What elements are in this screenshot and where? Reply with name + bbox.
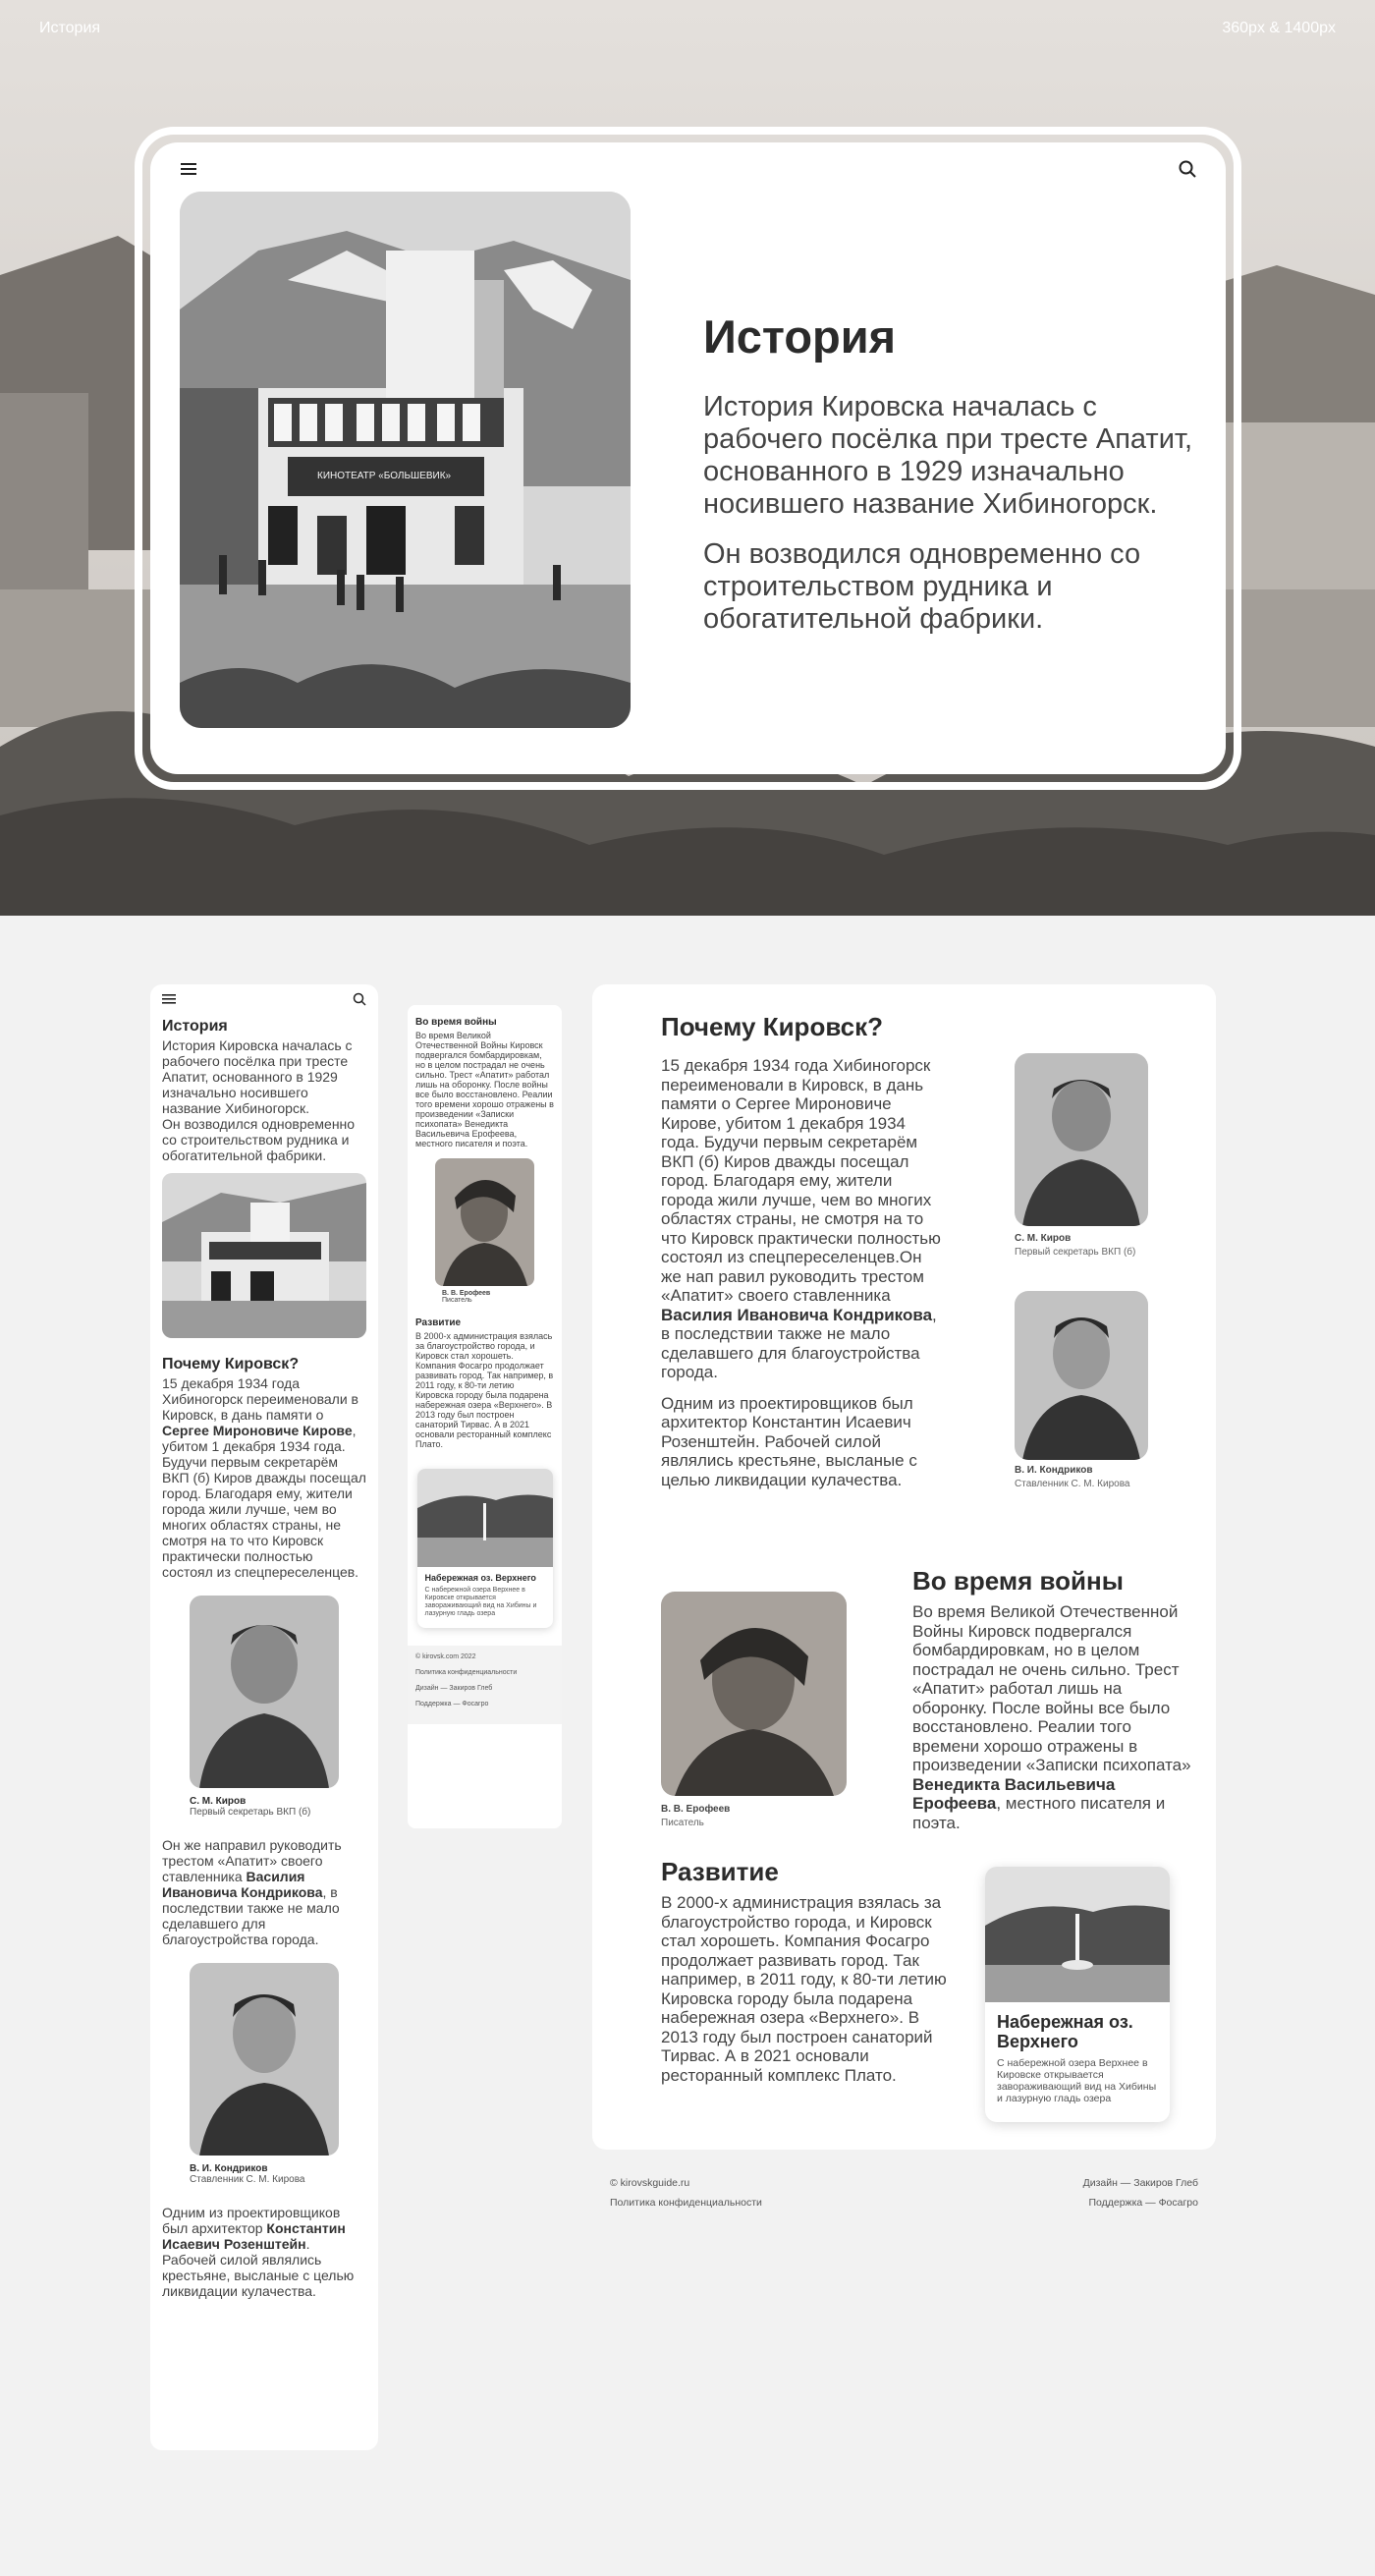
tablet-footer-support: Поддержка — Фосагро (415, 1701, 489, 1708)
tablet-lake-title: Набережная оз. Верхнего (424, 1573, 536, 1583)
desktop-why-section (661, 1012, 946, 1489)
tablet-dev-text: В 2000-х администрация взялась за благоустройство города, и Кировск стал хорошеть. Компания Фосагро продолжает развивать город. Так например, в 2011 году, к 80-ти летию Кировска городу была подарена набережная озера «Верхнего». В 2013 году был построен санаторий Тирвас. А в 2021 основали ресторанный комплекс Плато. (415, 1331, 554, 1449)
desktop-footer-design: Дизайн — Закиров Глеб (1082, 2177, 1198, 2189)
desktop-kondrikov-portrait (1015, 1291, 1148, 1460)
desktop-kirov-name: С. М. Киров (1015, 1233, 1072, 1244)
desktop-lake-title: Набережная оз. Верхнего (997, 2012, 1133, 2051)
page-title: История (703, 310, 897, 363)
desktop-footer-policy[interactable]: Политика конфиденциальности (610, 2197, 762, 2209)
menu-icon[interactable] (178, 158, 199, 180)
desktop-footer-support: Поддержка — Фосагро (1088, 2197, 1198, 2209)
erofeev-portrait (435, 1158, 534, 1286)
kirov-caption-name: С. М. Киров (190, 1796, 247, 1807)
mobile-kondrikov-text: Он же направил руководить трестом «Апатит» своего ставленника Василия Ивановича Кондрикова, в последствии также не мало сделавшего для благоустройства города. (162, 1837, 342, 1947)
menu-icon[interactable] (158, 988, 180, 1010)
mobile-architect-text: Одним из проектировщиков был архитектор Константин Исаевич Розенштейн. Рабочей силой являлись крестьяне, высланые с целью ликвидации кулачества. (162, 2205, 355, 2299)
mobile-intro-1: История Кировска началась с рабочего посёлка при тресте Апатит, основанного в 1929 изначально носившего название Хибиногорск. (162, 1037, 353, 1116)
tablet-war-title: Во время войны (415, 1017, 497, 1028)
mobile-why-title: Почему Кировск? (162, 1356, 300, 1372)
page-label: История (39, 20, 101, 36)
desktop-why-title: Почему Кировск? (661, 1012, 884, 1041)
desktop-erofeev-role: Писатель (661, 1818, 704, 1828)
tablet-footer-design: Дизайн — Закиров Глеб (415, 1685, 493, 1692)
desktop-kondrikov-role: Ставленник С. М. Кирова (1015, 1479, 1130, 1489)
viewport-label: 360px & 1400px (1222, 20, 1336, 36)
desktop-content (592, 984, 1216, 2150)
desktop-architect-text: Одним из проектировщиков был архитектор Константин Исаевич Розенштейн. Рабочей силой являлись крестьяне, высланые с целью ликвидации кулачества. (661, 1393, 917, 1489)
desktop-erofeev-portrait (661, 1592, 847, 1796)
mobile-mockup (150, 984, 378, 2450)
hero-paragraph-1: История Кировска началась с рабочего посёлка при тресте Апатит, основанного в 1929 изначально носившего название Хибиногорск. (703, 391, 1193, 520)
tablet-erofeev-role: Писатель (442, 1297, 472, 1304)
tablet-erofeev-name: В. В. Ерофеев (442, 1290, 491, 1297)
mobile-cinema-photo (162, 1173, 366, 1338)
desktop-kondrikov-name: В. И. Кондриков (1015, 1465, 1093, 1476)
desktop-kirov-portrait (1015, 1053, 1148, 1226)
desktop-war-title: Во время войны (912, 1566, 1124, 1596)
desktop-war-text: Во время Великой Отечественной Войны Кировск подвергался бомбардировкам, но в целом пострадал не очень сильно. Трест «Апатит» работал лишь на оборонку. После войны все было восстановлено. Реалии того времени хорошо отражены в произведении «Записки психопата» Венедикта Васильевича Ерофеева, местного писателя и поэта. (912, 1602, 1191, 1832)
mobile-title: История (162, 1018, 228, 1035)
tablet-lake-card[interactable] (417, 1469, 553, 1628)
tablet-footer-policy[interactable]: Политика конфиденциальности (415, 1669, 518, 1676)
cinema-sign: КИНОТЕАТР «БОЛЬШЕВИК» (317, 471, 452, 481)
desktop-erofeev-name: В. В. Ерофеев (661, 1804, 731, 1815)
kondrikov-caption-role: Ставленник С. М. Кирова (190, 2174, 305, 2185)
desktop-footer (592, 2150, 1216, 2236)
desktop-dev-section (661, 1857, 956, 2085)
kirov-portrait (190, 1596, 339, 1788)
desktop-footer-copy: © kirovskguide.ru (610, 2177, 690, 2189)
tablet-war-text: Во время Великой Отечественной Войны Кировск подвергался бомбардировкам, но в целом пострадал не очень сильно. Трест «Апатит» работал лишь на оборонку. После войны все было восстановлено. Реалии того времени хорошо отражены в произведении «Записки психопата» Венедикта Васильевича Ерофеева, местного писателя и поэта. (415, 1031, 554, 1148)
desktop-dev-text: В 2000-х администрация взялась за благоустройство города, и Кировск стал хорошеть. Компания Фосагро продолжает развивать город. Так например, в 2011 году, к 80-ти летию Кировска городу была подарена набережная озера «Верхнего». В 2013 году был построен санаторий Тирвас. А в 2021 основали ресторанный комплекс Плато. (661, 1893, 947, 2085)
mobile-intro-2: Он возводился одновременно со строительством рудника и обогатительной фабрики. (162, 1116, 356, 1163)
search-icon[interactable] (1177, 158, 1198, 180)
hero-paragraph-2: Он возводился одновременно со строительством рудника и обогатительной фабрики. (703, 538, 1141, 635)
desktop-why-text: 15 декабря 1934 года Хибиногорск переименовали в Кировск, в дань памяти о Сергее Мироновиче Кирове, убитом 1 декабря 1934 года. Будучи первым секретарём ВКП (б) Киров дважды посещал город. Благодаря ему, жители города жили лучше, чем во многих областях страны, не смотря на то что Кировск практически полностью состоял из спецпереселенцев.Он же нап равил руководить трестом «Апатит» своего ставленника Василия Ивановича Кондрикова, в последствии также не мало сделавшего для благоустройства города. (661, 1056, 941, 1381)
hero-text (703, 309, 1194, 653)
desktop-lake-photo (985, 1867, 1170, 2002)
tablet-footer (408, 1646, 562, 1724)
tablet-mockup (408, 1005, 562, 1828)
tablet-dev-title: Развитие (415, 1317, 462, 1328)
desktop-lake-text: С набережной озера Верхнее в Кировске открывается завораживающий вид на Хибины и лазурную гладь озера (997, 2057, 1157, 2104)
mobile-why-text: 15 декабря 1934 года Хибиногорск переименовали в Кировск, в дань памяти о Сергее Мироновиче Кирове, убитом 1 декабря 1934 года. Будучи первым секретарём ВКП (б) Киров дважды посещал город. Благодаря ему, жители города жили лучше, чем во многих областях страны, не смотря на то что Кировск практически полностью состоял из спецпереселенцев. (162, 1375, 366, 1580)
tablet-lake-text: С набережной озера Верхнее в Кировске открывается завораживающий вид на Хибины и лазурную гладь озера (424, 1587, 537, 1617)
tablet-lake-photo (417, 1469, 553, 1567)
desktop-lake-card[interactable] (985, 1867, 1170, 2122)
desktop-dev-title: Развитие (661, 1857, 779, 1886)
cinema-building-photo (180, 192, 631, 728)
hero-card (150, 142, 1226, 774)
kondrikov-caption-name: В. И. Кондриков (190, 2163, 268, 2174)
kondrikov-portrait (190, 1963, 339, 2156)
tablet-footer-copy: © kirovsk.com 2022 (415, 1653, 476, 1660)
kirov-caption-role: Первый секретарь ВКП (б) (190, 1807, 311, 1818)
search-icon[interactable] (349, 988, 370, 1010)
desktop-kirov-role: Первый секретарь ВКП (б) (1015, 1247, 1136, 1258)
desktop-war-section (912, 1566, 1192, 1832)
